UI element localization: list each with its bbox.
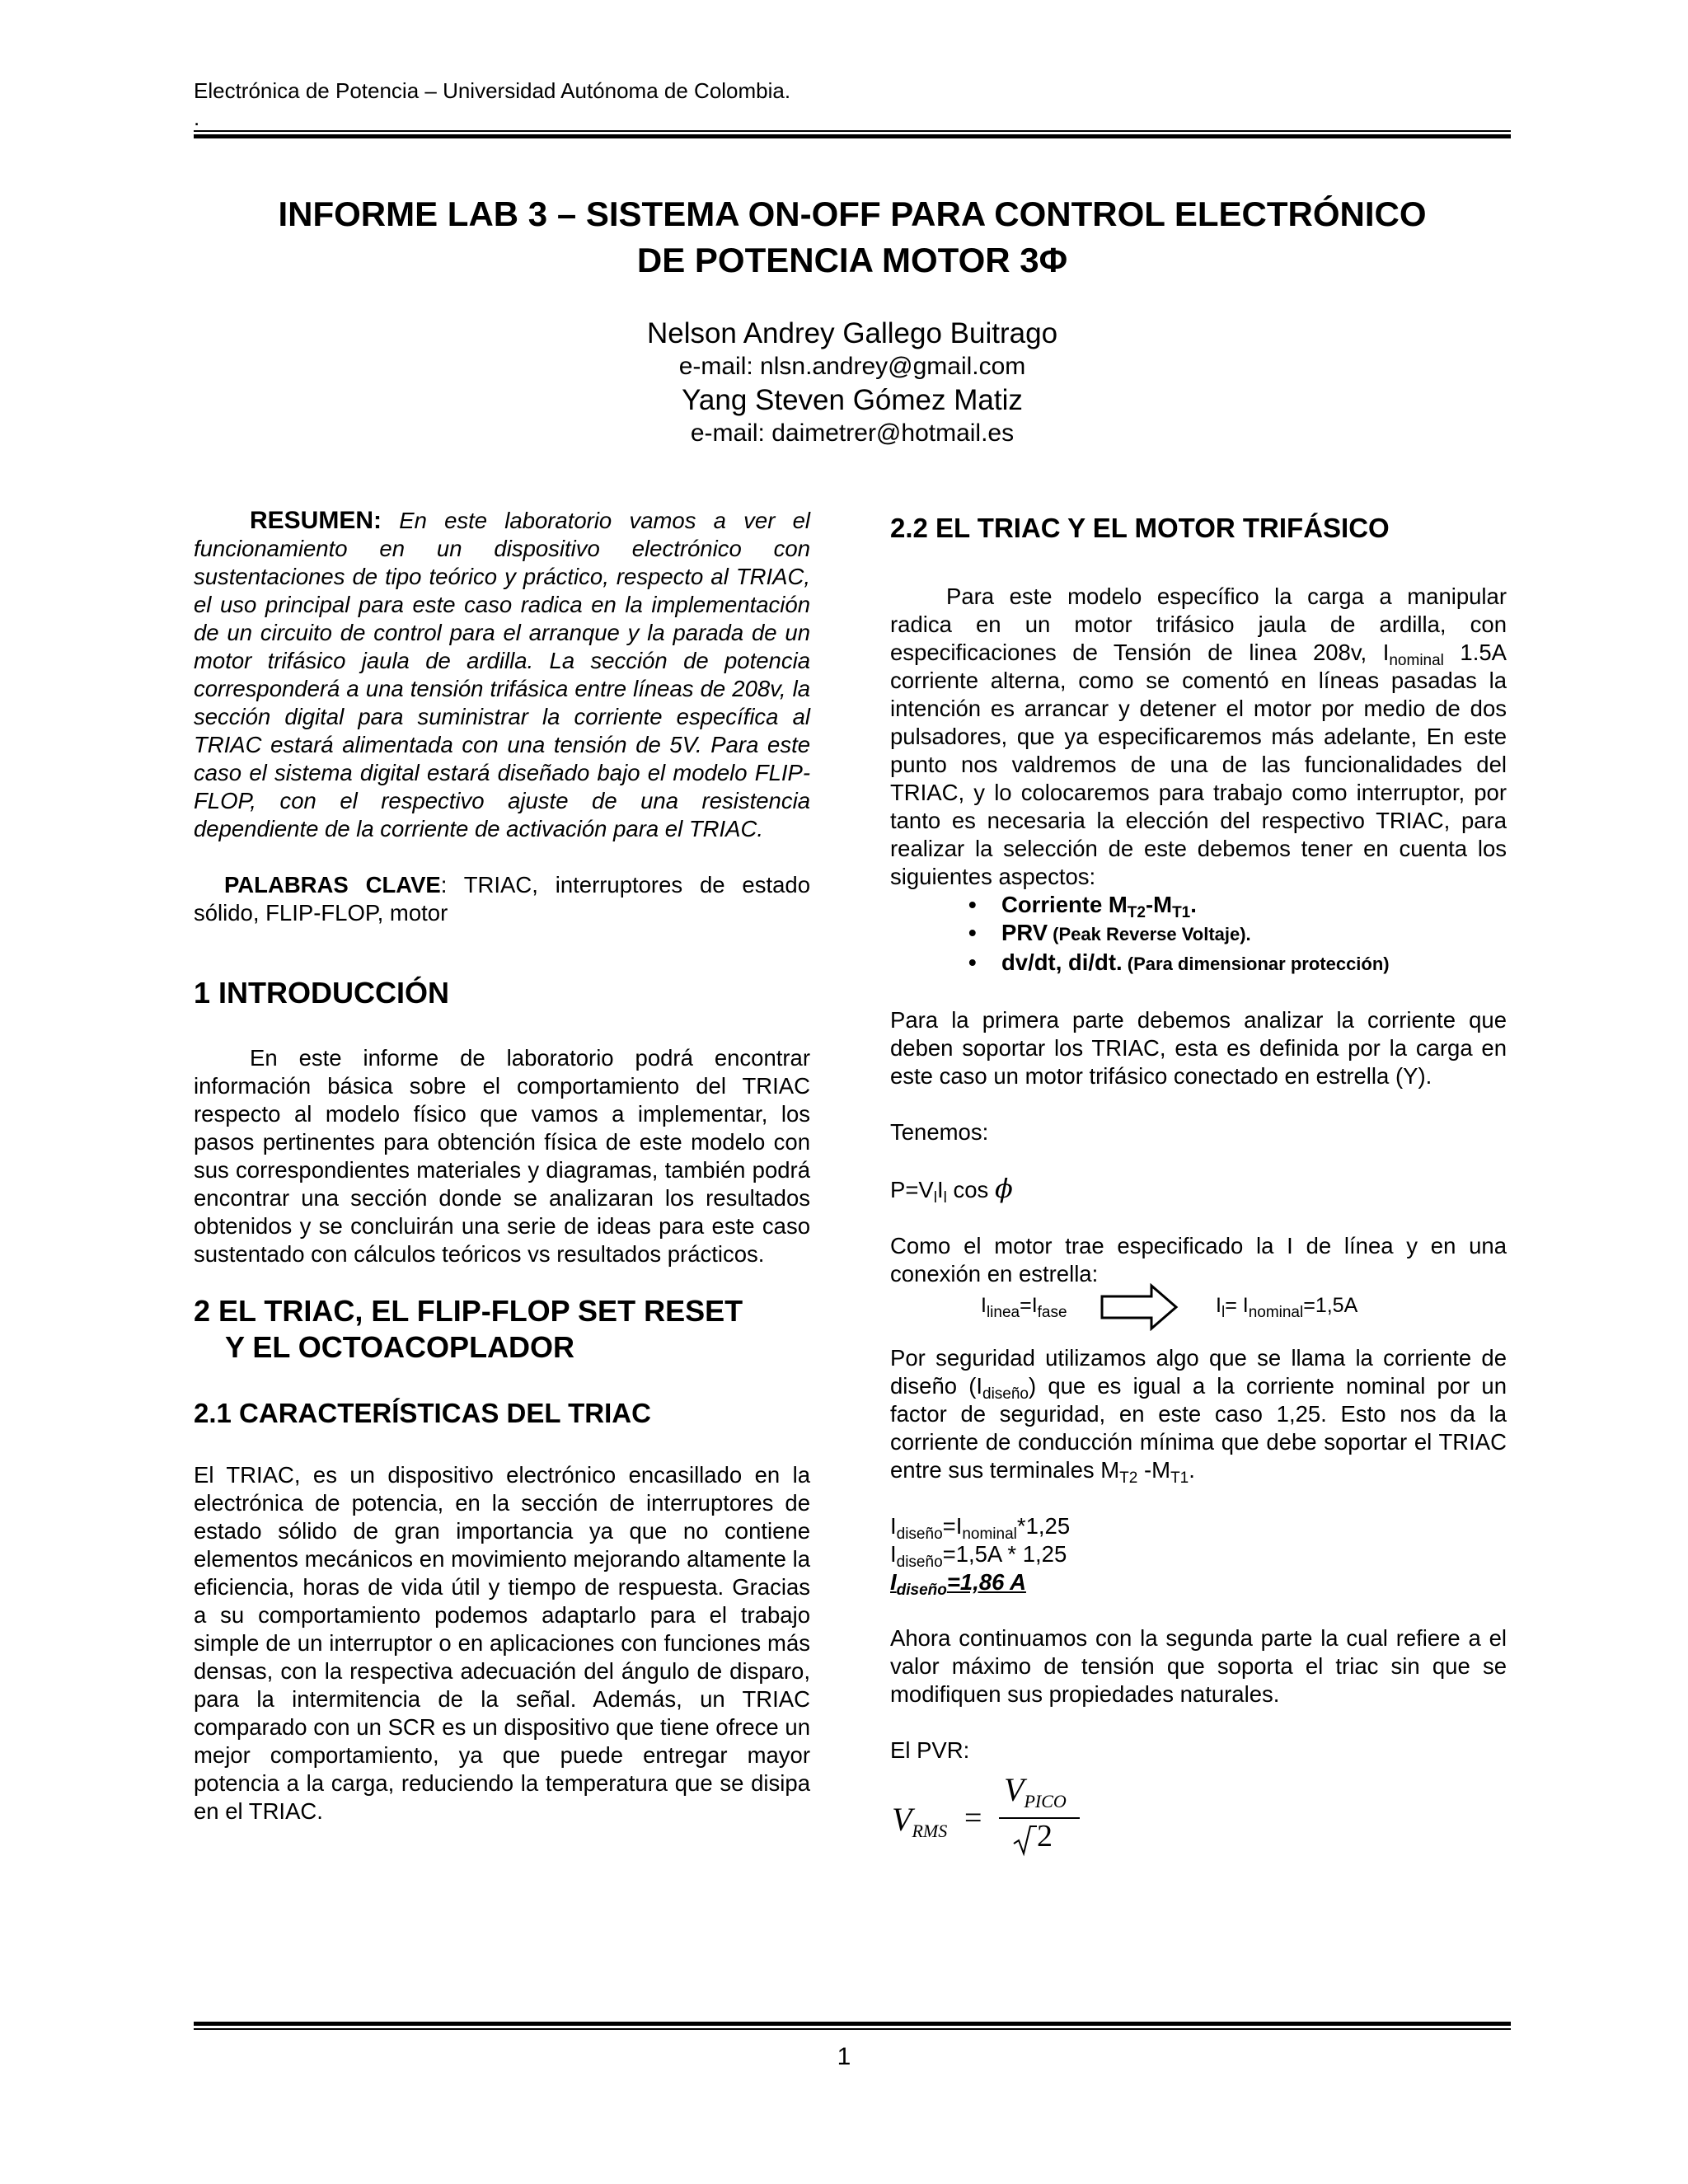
eq-equals: = [964, 1801, 982, 1835]
section-2-2-paragraph [890, 583, 1507, 891]
i-l-b: = I [1225, 1294, 1249, 1317]
eq-vrms-sub: RMS [912, 1821, 948, 1841]
keywords [194, 871, 810, 927]
left-column [194, 507, 810, 1825]
bullet1-main: Corriente M [1001, 892, 1128, 917]
section-1-heading: 1 INTRODUCCIÓN [194, 976, 450, 1010]
title-line-1: INFORME LAB 3 – SISTEMA ON-OFF PARA CONTROL ELECTRÓNICO [278, 194, 1427, 233]
calc-line-1 [890, 1512, 1507, 1543]
eq-vrms [892, 1801, 948, 1845]
seg-c: -M [1137, 1457, 1171, 1483]
author-name-2: Yang Steven Gómez Matiz [682, 384, 1023, 416]
power-eq-sub1: l [933, 1189, 937, 1207]
keywords-text: : TRIAC, interruptores de estado sólido, FLIP-FLOP, motor [194, 872, 810, 926]
running-header: Electrónica de Potencia – Universidad Autónoma de Colombia. [194, 78, 791, 103]
calc1-a: I [890, 1513, 897, 1539]
calc2-a: I [890, 1541, 897, 1567]
bullet1-mid: -M [1145, 892, 1173, 917]
eq-vpico-sub: PICO [1024, 1791, 1067, 1811]
eq-sqrt-2: 2 [1037, 1819, 1053, 1854]
author-email-1: e-mail: nlsn.andrey@gmail.com [678, 353, 1026, 380]
bullet-prv [890, 919, 1507, 949]
footer-rule-thin [194, 2028, 1511, 2030]
tenemos-label: Tenemos: [890, 1119, 989, 1145]
author-block [165, 316, 1540, 449]
eq-vrms-v: V [892, 1801, 912, 1838]
calc1-sub: diseño [896, 1526, 943, 1543]
second-part-paragraph: Ahora continuamos con la segunda parte la cual refiere a el valor máximo de tensión que soporta el triac sin que se modifiquen sus propiedades naturales. [890, 1625, 1507, 1707]
bullet1-sub2: T1 [1172, 904, 1191, 921]
calc-line-3-result [890, 1568, 1507, 1599]
i-l-expression [1216, 1291, 1357, 1319]
i-linea-sub2: fase [1037, 1304, 1067, 1321]
seg-sub2: T2 [1119, 1469, 1138, 1487]
section-2-heading [194, 1293, 810, 1366]
bullet2-small: (Peak Reverse Voltaje). [1048, 924, 1251, 944]
eq-vpico-v: V [1004, 1771, 1025, 1808]
bullet-dvdt [890, 949, 1507, 978]
p1-text-b: 1.5A corriente alterna, como se comentó en líneas pasadas la intención es arrancar y detener el motor por medio de dos pulsadores, que ya especificaremos más adelante, En este punto nos valdremos de una de las funcionalidades del TRIAC, y lo colocaremos para trabajo como interruptor, por tanto es necesaria la elección del respectivo TRIAC, para realizar la selección de este debemos tener en cuenta los siguientes aspectos: [890, 640, 1507, 889]
title-line-2: DE POTENCIA MOTOR 3Φ [636, 241, 1068, 279]
seg-d: . [1189, 1457, 1195, 1483]
current-paragraph: Para la primera parte debemos analizar la corriente que deben soportar los TRIAC, esta es definida por la carga en este caso un motor trifásico conectado en estrella (Y). [890, 1007, 1507, 1089]
i-linea-expression [981, 1291, 1067, 1319]
sqrt-icon [1012, 1824, 1037, 1857]
section-2-heading-line-1: 2 EL TRIAC, EL FLIP-FLOP SET RESET [194, 1294, 743, 1328]
i-l-sub2: nominal [1248, 1304, 1304, 1321]
intro-paragraph: En este informe de laboratorio podrá encontrar información básica sobre el comportamiento del TRIAC respecto al modelo físico que vamos a implementar, los pasos pertinentes para obtención física de este modelo con sus correspondientes materiales y diagramas, también podrá encontrar una sección donde se analizaran los resultados obtenidos y se concluirán una serie de ideas para este caso sustentado con cálculos teóricos vs resultados prácticos. [194, 1045, 810, 1267]
line-current-relation [890, 1288, 1507, 1326]
vrms-equation [890, 1765, 1507, 1855]
section-2-heading-line-2: Y EL OCTOACOPLADOR [225, 1330, 575, 1364]
calc2-sub: diseño [896, 1554, 943, 1571]
bullet3-main: dv/dt, di/dt. [1001, 949, 1123, 975]
bullet1-end: . [1190, 892, 1197, 917]
calc3-b: =1,86 A [946, 1569, 1026, 1595]
section-2-1-paragraph: El TRIAC, es un dispositivo electrónico encasillado en la electrónica de potencia, en la sección de interruptores de estado sólido de gran importancia ya que no contiene elementos mecánicos en movimiento mejorando altamente la eficiencia, horas de vida útil y tiempo de respuesta. Gracias a su comportamiento podemos adaptarlo para el trabajo simple de un interruptor o en aplicaciones con funciones más densas, con la respectiva adecuación del ángulo de disparo, para la intermitencia de la señal. Además, un TRIAC comparado con un SCR es un dispositivo que tiene ofrece un mejor comportamiento, ya que puede entregar mayor potencia a la carga, reduciendo la temperatura que se disipa en el TRIAC. [194, 1462, 810, 1824]
section-2-1-heading: 2.1 CARACTERÍSTICAS DEL TRIAC [194, 1398, 651, 1428]
power-equation [890, 1173, 1507, 1207]
triac-aspects-list [890, 891, 1507, 978]
section-2-2-heading: 2.2 EL TRIAC Y EL MOTOR TRIFÁSICO [890, 513, 1390, 543]
phi-symbol: ϕ [994, 1173, 1013, 1204]
i-l-c: =1,5A [1303, 1294, 1358, 1317]
i-l-a: I [1216, 1294, 1221, 1317]
abstract-label: RESUMEN: [250, 507, 382, 534]
author-name-1: Nelson Andrey Gallego Buitrago [646, 317, 1058, 349]
design-current-paragraph [890, 1344, 1507, 1487]
bullet-corriente [890, 891, 1507, 919]
running-header-dot: . [194, 105, 200, 130]
calc1-b: =I [942, 1513, 963, 1539]
bullet1-sub1: T2 [1127, 904, 1146, 921]
i-linea-sub: linea [986, 1304, 1020, 1321]
seg-a: Por seguridad utilizamos algo que se llama la corriente de diseño (I [890, 1345, 1507, 1399]
right-column [890, 507, 1507, 1855]
i-linea-b: =I [1020, 1294, 1038, 1317]
abstract-text: En este laboratorio vamos a ver el funcionamiento en un dispositivo electrónico con sustentaciones de tipo teórico y práctico, respecto al TRIAC, el uso principal para este caso radica en la implementación de un circuito de control para el arranque y la parada de un motor trifásico jaula de ardilla. La sección de potencia corresponderá a una tensión trifásica entre líneas de 208v, la sección digital para suministrar la corriente específica al TRIAC estará alimentada con una tensión de 5V. Para este caso el sistema digital estará diseñado bajo el modelo FLIP-FLOP, con el respectivo ajuste de una resistencia dependiente de la corriente de activación para el TRIAC. [194, 508, 810, 841]
i-l-sub: l [1221, 1304, 1226, 1321]
calc2-b: =1,5A * 1,25 [942, 1541, 1067, 1567]
calc1-c: *1,25 [1016, 1513, 1071, 1539]
motor-paragraph: Como el motor trae especificado la I de línea y en una conexión en estrella: [890, 1233, 1507, 1286]
page-number: 1 [837, 2043, 851, 2070]
i-linea-a: I [981, 1294, 987, 1317]
power-eq-b: I [936, 1177, 944, 1202]
implies-arrow-icon [1100, 1283, 1179, 1331]
bullet2-main: PRV [1001, 920, 1048, 945]
keywords-label: PALABRAS CLAVE [224, 872, 441, 898]
calc3-a: I [890, 1569, 897, 1595]
eq-vpico [1004, 1771, 1067, 1816]
seg-b: ) que es igual a la corriente nominal por un factor de seguridad, en este caso 1,25. Esto nos da la corriente de conducción mínima que debe soportar el TRIAC entre sus terminales M [890, 1373, 1507, 1483]
abstract [194, 507, 810, 843]
power-eq-c: cos [946, 1177, 995, 1202]
calc-line-2 [890, 1540, 1507, 1571]
p1-text-a: Para este modelo específico la carga a manipular radica en un motor trifásico jaula de ardilla, con especificaciones de Tensión de linea 208v, I [890, 583, 1507, 665]
power-eq-sub2: l [943, 1189, 947, 1207]
seg-sub3: T1 [1170, 1469, 1189, 1487]
header-rule-thin [194, 130, 1511, 132]
seg-sub: diseño [982, 1385, 1029, 1403]
author-email-2: e-mail: daimetrer@hotmail.es [690, 419, 1015, 447]
pvr-label: El PVR: [890, 1737, 970, 1763]
calc1-sub2: nominal [962, 1526, 1017, 1543]
paper-title [165, 191, 1540, 284]
bullet3-small: (Para dimensionar protección) [1122, 954, 1390, 974]
calc3-sub: diseño [896, 1582, 947, 1599]
power-eq-a: P=V [890, 1177, 934, 1202]
header-rule-thick [194, 134, 1511, 138]
p1-sub-nominal: nominal [1389, 652, 1444, 669]
footer-rule-thick [194, 2022, 1511, 2026]
